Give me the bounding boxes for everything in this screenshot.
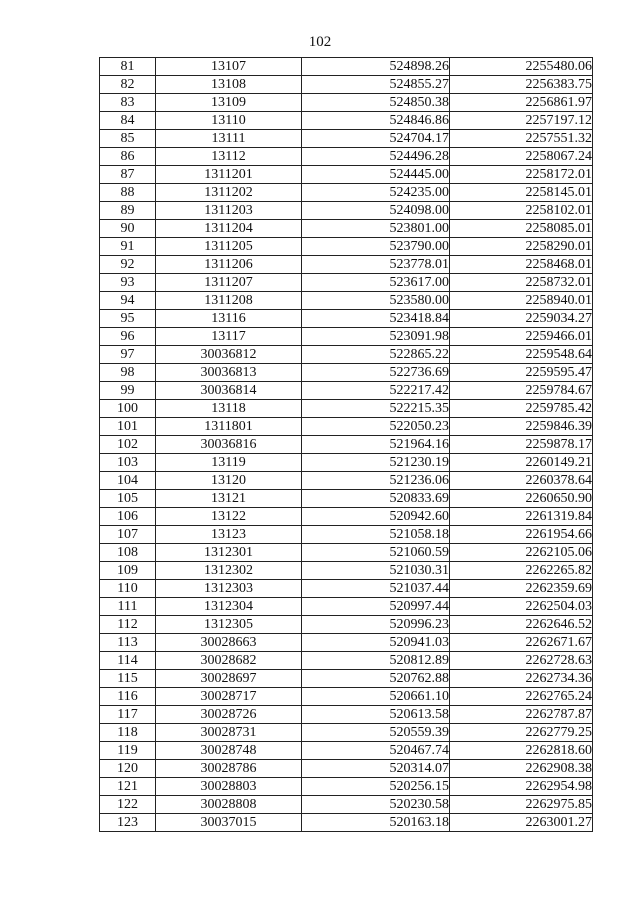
y-coordinate-cell: 2262671.67: [450, 634, 593, 652]
y-coordinate-cell: 2262975.85: [450, 796, 593, 814]
row-number-cell: 84: [100, 112, 156, 130]
point-id-cell: 1312301: [156, 544, 302, 562]
row-number-cell: 104: [100, 472, 156, 490]
y-coordinate-cell: 2258732.01: [450, 274, 593, 292]
y-coordinate-cell: 2258468.01: [450, 256, 593, 274]
table-row: [100, 508, 593, 526]
table-row: [100, 292, 593, 310]
table-row: [100, 670, 593, 688]
x-coordinate-cell: 522217.42: [302, 382, 450, 400]
x-coordinate-cell: 520762.88: [302, 670, 450, 688]
table-row: [100, 544, 593, 562]
point-id-cell: 13108: [156, 76, 302, 94]
y-coordinate-cell: 2261319.84: [450, 508, 593, 526]
x-coordinate-cell: 520559.39: [302, 724, 450, 742]
point-id-cell: 13117: [156, 328, 302, 346]
x-coordinate-cell: 521030.31: [302, 562, 450, 580]
x-coordinate-cell: 521236.06: [302, 472, 450, 490]
point-id-cell: 13112: [156, 148, 302, 166]
table-row: [100, 616, 593, 634]
y-coordinate-cell: 2262787.87: [450, 706, 593, 724]
x-coordinate-cell: 521964.16: [302, 436, 450, 454]
x-coordinate-cell: 521230.19: [302, 454, 450, 472]
row-number-cell: 87: [100, 166, 156, 184]
y-coordinate-cell: 2255480.06: [450, 58, 593, 76]
table-row: [100, 328, 593, 346]
y-coordinate-cell: 2260650.90: [450, 490, 593, 508]
page-number: 102: [308, 34, 332, 50]
table-row: [100, 346, 593, 364]
table-row: [100, 454, 593, 472]
y-coordinate-cell: 2258940.01: [450, 292, 593, 310]
table-row: [100, 256, 593, 274]
x-coordinate-cell: 521037.44: [302, 580, 450, 598]
table-row: [100, 58, 593, 76]
row-number-cell: 110: [100, 580, 156, 598]
x-coordinate-cell: 520833.69: [302, 490, 450, 508]
y-coordinate-cell: 2257197.12: [450, 112, 593, 130]
table-row: [100, 562, 593, 580]
point-id-cell: 1311203: [156, 202, 302, 220]
x-coordinate-cell: 523778.01: [302, 256, 450, 274]
y-coordinate-cell: 2262734.36: [450, 670, 593, 688]
x-coordinate-cell: 523790.00: [302, 238, 450, 256]
point-id-cell: 30028726: [156, 706, 302, 724]
row-number-cell: 89: [100, 202, 156, 220]
y-coordinate-cell: 2259595.47: [450, 364, 593, 382]
row-number-cell: 117: [100, 706, 156, 724]
y-coordinate-cell: 2260378.64: [450, 472, 593, 490]
x-coordinate-cell: 522865.22: [302, 346, 450, 364]
row-number-cell: 88: [100, 184, 156, 202]
table-row: [100, 472, 593, 490]
point-id-cell: 13123: [156, 526, 302, 544]
table-row: [100, 364, 593, 382]
y-coordinate-cell: 2258102.01: [450, 202, 593, 220]
table-row: [100, 490, 593, 508]
table-row: [100, 814, 593, 832]
x-coordinate-cell: 520163.18: [302, 814, 450, 832]
y-coordinate-cell: 2262818.60: [450, 742, 593, 760]
y-coordinate-cell: 2259846.39: [450, 418, 593, 436]
point-id-cell: 30028717: [156, 688, 302, 706]
table-row: [100, 580, 593, 598]
y-coordinate-cell: 2259466.01: [450, 328, 593, 346]
x-coordinate-cell: 523801.00: [302, 220, 450, 238]
x-coordinate-cell: 524098.00: [302, 202, 450, 220]
point-id-cell: 1311204: [156, 220, 302, 238]
table-row: [100, 220, 593, 238]
x-coordinate-cell: 520230.58: [302, 796, 450, 814]
row-number-cell: 113: [100, 634, 156, 652]
x-coordinate-cell: 523091.98: [302, 328, 450, 346]
y-coordinate-cell: 2258067.24: [450, 148, 593, 166]
table-row: [100, 166, 593, 184]
x-coordinate-cell: 524704.17: [302, 130, 450, 148]
row-number-cell: 123: [100, 814, 156, 832]
point-id-cell: 30028682: [156, 652, 302, 670]
row-number-cell: 101: [100, 418, 156, 436]
y-coordinate-cell: 2262359.69: [450, 580, 593, 598]
row-number-cell: 105: [100, 490, 156, 508]
y-coordinate-cell: 2262105.06: [450, 544, 593, 562]
x-coordinate-cell: 520661.10: [302, 688, 450, 706]
y-coordinate-cell: 2262728.63: [450, 652, 593, 670]
point-id-cell: 1311208: [156, 292, 302, 310]
row-number-cell: 116: [100, 688, 156, 706]
row-number-cell: 106: [100, 508, 156, 526]
table-row: [100, 760, 593, 778]
row-number-cell: 118: [100, 724, 156, 742]
table-row: [100, 634, 593, 652]
point-id-cell: 13122: [156, 508, 302, 526]
table-row: [100, 778, 593, 796]
point-id-cell: 13120: [156, 472, 302, 490]
table-row: [100, 742, 593, 760]
y-coordinate-cell: 2260149.21: [450, 454, 593, 472]
row-number-cell: 95: [100, 310, 156, 328]
x-coordinate-cell: 524235.00: [302, 184, 450, 202]
point-id-cell: 30028808: [156, 796, 302, 814]
y-coordinate-cell: 2262504.03: [450, 598, 593, 616]
x-coordinate-cell: 524445.00: [302, 166, 450, 184]
y-coordinate-cell: 2259784.67: [450, 382, 593, 400]
table-row: [100, 274, 593, 292]
coordinates-table: [99, 57, 593, 832]
row-number-cell: 108: [100, 544, 156, 562]
row-number-cell: 119: [100, 742, 156, 760]
row-number-cell: 120: [100, 760, 156, 778]
point-id-cell: 13107: [156, 58, 302, 76]
point-id-cell: 30028803: [156, 778, 302, 796]
point-id-cell: 30028663: [156, 634, 302, 652]
x-coordinate-cell: 520467.74: [302, 742, 450, 760]
x-coordinate-cell: 522215.35: [302, 400, 450, 418]
x-coordinate-cell: 520997.44: [302, 598, 450, 616]
point-id-cell: 13116: [156, 310, 302, 328]
point-id-cell: 30037015: [156, 814, 302, 832]
x-coordinate-cell: 520613.58: [302, 706, 450, 724]
row-number-cell: 82: [100, 76, 156, 94]
table-row: [100, 148, 593, 166]
row-number-cell: 90: [100, 220, 156, 238]
x-coordinate-cell: 523617.00: [302, 274, 450, 292]
row-number-cell: 114: [100, 652, 156, 670]
table-row: [100, 382, 593, 400]
point-id-cell: 1312303: [156, 580, 302, 598]
table-row: [100, 724, 593, 742]
table-row: [100, 418, 593, 436]
point-id-cell: 1311801: [156, 418, 302, 436]
point-id-cell: 1311201: [156, 166, 302, 184]
x-coordinate-cell: 520942.60: [302, 508, 450, 526]
table-row: [100, 130, 593, 148]
table-row: [100, 112, 593, 130]
point-id-cell: 13119: [156, 454, 302, 472]
table-row: [100, 598, 593, 616]
x-coordinate-cell: 520996.23: [302, 616, 450, 634]
table-row: [100, 688, 593, 706]
row-number-cell: 83: [100, 94, 156, 112]
table-row: [100, 94, 593, 112]
table-row: [100, 184, 593, 202]
y-coordinate-cell: 2256861.97: [450, 94, 593, 112]
row-number-cell: 111: [100, 598, 156, 616]
x-coordinate-cell: 524850.38: [302, 94, 450, 112]
point-id-cell: 13118: [156, 400, 302, 418]
row-number-cell: 99: [100, 382, 156, 400]
point-id-cell: 1311202: [156, 184, 302, 202]
y-coordinate-cell: 2262765.24: [450, 688, 593, 706]
y-coordinate-cell: 2259878.17: [450, 436, 593, 454]
x-coordinate-cell: 520314.07: [302, 760, 450, 778]
table-row: [100, 706, 593, 724]
point-id-cell: 1312305: [156, 616, 302, 634]
row-number-cell: 91: [100, 238, 156, 256]
point-id-cell: 1311206: [156, 256, 302, 274]
row-number-cell: 115: [100, 670, 156, 688]
row-number-cell: 92: [100, 256, 156, 274]
point-id-cell: 1311207: [156, 274, 302, 292]
point-id-cell: 1311205: [156, 238, 302, 256]
coordinates-table-body: [100, 58, 593, 832]
x-coordinate-cell: 523580.00: [302, 292, 450, 310]
x-coordinate-cell: 524855.27: [302, 76, 450, 94]
point-id-cell: 30028748: [156, 742, 302, 760]
row-number-cell: 112: [100, 616, 156, 634]
point-id-cell: 13121: [156, 490, 302, 508]
row-number-cell: 100: [100, 400, 156, 418]
y-coordinate-cell: 2259034.27: [450, 310, 593, 328]
x-coordinate-cell: 522736.69: [302, 364, 450, 382]
row-number-cell: 93: [100, 274, 156, 292]
x-coordinate-cell: 524846.86: [302, 112, 450, 130]
table-row: [100, 310, 593, 328]
point-id-cell: 30036814: [156, 382, 302, 400]
row-number-cell: 107: [100, 526, 156, 544]
table-row: [100, 436, 593, 454]
y-coordinate-cell: 2261954.66: [450, 526, 593, 544]
x-coordinate-cell: 524496.28: [302, 148, 450, 166]
row-number-cell: 98: [100, 364, 156, 382]
y-coordinate-cell: 2258085.01: [450, 220, 593, 238]
x-coordinate-cell: 520941.03: [302, 634, 450, 652]
row-number-cell: 103: [100, 454, 156, 472]
point-id-cell: 30028786: [156, 760, 302, 778]
row-number-cell: 122: [100, 796, 156, 814]
table-row: [100, 400, 593, 418]
table-row: [100, 202, 593, 220]
y-coordinate-cell: 2256383.75: [450, 76, 593, 94]
y-coordinate-cell: 2263001.27: [450, 814, 593, 832]
y-coordinate-cell: 2259548.64: [450, 346, 593, 364]
table-row: [100, 76, 593, 94]
table-row: [100, 652, 593, 670]
row-number-cell: 97: [100, 346, 156, 364]
x-coordinate-cell: 521060.59: [302, 544, 450, 562]
y-coordinate-cell: 2258172.01: [450, 166, 593, 184]
y-coordinate-cell: 2262908.38: [450, 760, 593, 778]
x-coordinate-cell: 522050.23: [302, 418, 450, 436]
point-id-cell: 30028731: [156, 724, 302, 742]
table-row: [100, 526, 593, 544]
point-id-cell: 30036816: [156, 436, 302, 454]
table-row: [100, 238, 593, 256]
row-number-cell: 121: [100, 778, 156, 796]
x-coordinate-cell: 521058.18: [302, 526, 450, 544]
row-number-cell: 96: [100, 328, 156, 346]
point-id-cell: 30036813: [156, 364, 302, 382]
x-coordinate-cell: 520812.89: [302, 652, 450, 670]
y-coordinate-cell: 2262954.98: [450, 778, 593, 796]
table-row: [100, 796, 593, 814]
row-number-cell: 81: [100, 58, 156, 76]
row-number-cell: 102: [100, 436, 156, 454]
point-id-cell: 1312304: [156, 598, 302, 616]
point-id-cell: 13109: [156, 94, 302, 112]
point-id-cell: 13111: [156, 130, 302, 148]
y-coordinate-cell: 2257551.32: [450, 130, 593, 148]
point-id-cell: 13110: [156, 112, 302, 130]
x-coordinate-cell: 524898.26: [302, 58, 450, 76]
row-number-cell: 109: [100, 562, 156, 580]
point-id-cell: 30028697: [156, 670, 302, 688]
y-coordinate-cell: 2262265.82: [450, 562, 593, 580]
x-coordinate-cell: 523418.84: [302, 310, 450, 328]
point-id-cell: 30036812: [156, 346, 302, 364]
y-coordinate-cell: 2258290.01: [450, 238, 593, 256]
y-coordinate-cell: 2262646.52: [450, 616, 593, 634]
y-coordinate-cell: 2262779.25: [450, 724, 593, 742]
x-coordinate-cell: 520256.15: [302, 778, 450, 796]
row-number-cell: 85: [100, 130, 156, 148]
y-coordinate-cell: 2259785.42: [450, 400, 593, 418]
point-id-cell: 1312302: [156, 562, 302, 580]
row-number-cell: 86: [100, 148, 156, 166]
y-coordinate-cell: 2258145.01: [450, 184, 593, 202]
row-number-cell: 94: [100, 292, 156, 310]
